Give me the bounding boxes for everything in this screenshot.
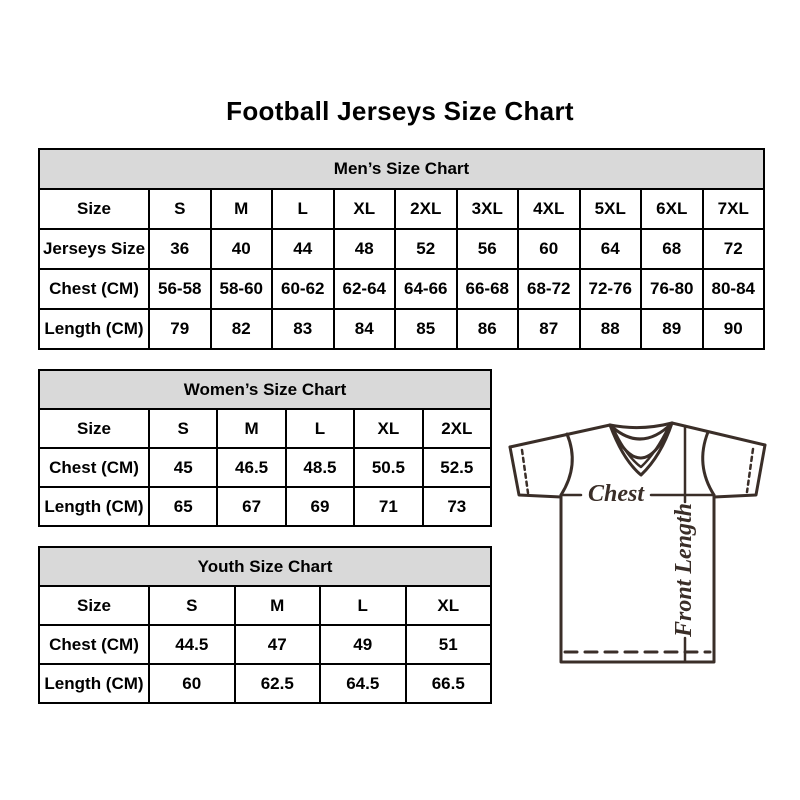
table-cell: 65	[149, 487, 217, 526]
table-cell: 4XL	[518, 189, 580, 229]
row-header-cell: Jerseys Size	[39, 229, 149, 269]
table-cell: 44.5	[149, 625, 235, 664]
table-cell: M	[217, 409, 285, 448]
table-cell: 69	[286, 487, 354, 526]
row-header-cell: Length (CM)	[39, 664, 149, 703]
table-cell: 87	[518, 309, 580, 349]
table-cell: 5XL	[580, 189, 642, 229]
table-cell: XL	[406, 586, 492, 625]
table-cell: 72-76	[580, 269, 642, 309]
table-cell: S	[149, 586, 235, 625]
table-cell: 67	[217, 487, 285, 526]
row-header-cell: Chest (CM)	[39, 625, 149, 664]
table-cell: 48.5	[286, 448, 354, 487]
table-cell: 66.5	[406, 664, 492, 703]
table-cell: 47	[235, 625, 321, 664]
table-cell: 80-84	[703, 269, 765, 309]
table-cell: 64-66	[395, 269, 457, 309]
table-cell: 88	[580, 309, 642, 349]
table-cell: 51	[406, 625, 492, 664]
table-cell: 60	[149, 664, 235, 703]
mens-table-title: Men’s Size Chart	[39, 149, 764, 189]
table-cell: 6XL	[641, 189, 703, 229]
table-cell: 84	[334, 309, 396, 349]
table-row	[39, 586, 491, 625]
table-cell: M	[235, 586, 321, 625]
table-cell: 48	[334, 229, 396, 269]
table-cell: 82	[211, 309, 273, 349]
youth-size-table	[38, 546, 492, 704]
table-cell: 36	[149, 229, 211, 269]
table-cell: S	[149, 409, 217, 448]
table-cell: 60	[518, 229, 580, 269]
table-cell: 66-68	[457, 269, 519, 309]
table-cell: 68-72	[518, 269, 580, 309]
chest-measure-label: Chest	[587, 481, 645, 507]
row-header-cell: Chest (CM)	[39, 269, 149, 309]
jersey-sleeve-left	[510, 447, 561, 497]
table-cell: L	[320, 586, 406, 625]
womens-table-title: Women’s Size Chart	[39, 370, 491, 409]
table-row	[39, 189, 764, 229]
table-row	[39, 448, 491, 487]
table-cell: 60-62	[272, 269, 334, 309]
row-header-cell: Size	[39, 189, 149, 229]
jersey-sleeve-right-cuff-dash	[747, 449, 753, 492]
front-length-measure-label: Front Length	[671, 502, 697, 638]
row-header-cell: Length (CM)	[39, 309, 149, 349]
table-cell: 56	[457, 229, 519, 269]
table-title-row	[39, 149, 764, 189]
table-title-row	[39, 547, 491, 586]
table-row	[39, 269, 764, 309]
table-cell: 64	[580, 229, 642, 269]
table-cell: 44	[272, 229, 334, 269]
table-cell: 76-80	[641, 269, 703, 309]
table-cell: 79	[149, 309, 211, 349]
table-cell: 7XL	[703, 189, 765, 229]
jersey-armhole-left	[561, 434, 572, 495]
page-title: Football Jerseys Size Chart	[226, 96, 574, 126]
table-cell: 62-64	[334, 269, 396, 309]
table-cell: 52.5	[423, 448, 491, 487]
jersey-sleeve-right	[714, 445, 765, 497]
table-cell: 58-60	[211, 269, 273, 309]
table-cell: S	[149, 189, 211, 229]
table-cell: L	[272, 189, 334, 229]
table-cell: 2XL	[395, 189, 457, 229]
jersey-armhole-right	[703, 432, 714, 495]
jersey-shoulder-left	[510, 425, 610, 447]
table-row	[39, 409, 491, 448]
table-cell: 64.5	[320, 664, 406, 703]
table-cell: 86	[457, 309, 519, 349]
table-cell: L	[286, 409, 354, 448]
table-cell: 71	[354, 487, 422, 526]
table-cell: 73	[423, 487, 491, 526]
table-cell: XL	[334, 189, 396, 229]
table-cell: 50.5	[354, 448, 422, 487]
table-cell: 49	[320, 625, 406, 664]
row-header-cell: Size	[39, 586, 149, 625]
table-cell: 45	[149, 448, 217, 487]
jersey-sleeve-left-cuff-dash	[522, 450, 528, 493]
table-cell: 2XL	[423, 409, 491, 448]
table-cell: XL	[354, 409, 422, 448]
table-cell: 52	[395, 229, 457, 269]
table-cell: 46.5	[217, 448, 285, 487]
table-cell: 3XL	[457, 189, 519, 229]
mens-size-table	[38, 148, 765, 350]
jersey-collar-top	[610, 423, 672, 428]
row-header-cell: Size	[39, 409, 149, 448]
table-cell: 89	[641, 309, 703, 349]
table-cell: 40	[211, 229, 273, 269]
jersey-diagram	[497, 398, 787, 690]
jersey-outline	[510, 423, 765, 662]
table-cell: 68	[641, 229, 703, 269]
table-row	[39, 664, 491, 703]
table-cell: 83	[272, 309, 334, 349]
row-header-cell: Chest (CM)	[39, 448, 149, 487]
table-cell: 72	[703, 229, 765, 269]
table-cell: 85	[395, 309, 457, 349]
table-cell: 56-58	[149, 269, 211, 309]
table-row	[39, 625, 491, 664]
youth-table-title: Youth Size Chart	[39, 547, 491, 586]
table-cell: 90	[703, 309, 765, 349]
table-row	[39, 487, 491, 526]
table-row	[39, 309, 764, 349]
womens-size-table	[38, 369, 492, 527]
table-row	[39, 229, 764, 269]
table-title-row	[39, 370, 491, 409]
table-cell: 62.5	[235, 664, 321, 703]
row-header-cell: Length (CM)	[39, 487, 149, 526]
table-cell: M	[211, 189, 273, 229]
